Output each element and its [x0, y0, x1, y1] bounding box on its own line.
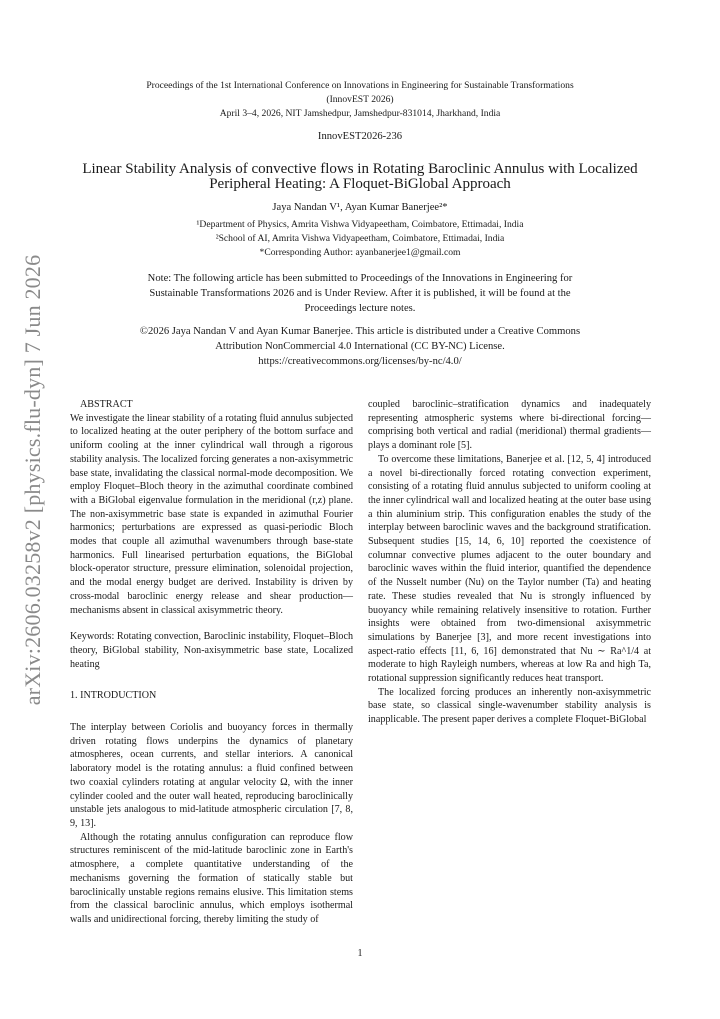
license-url[interactable]: https://creativecommons.org/licenses/by-nc/4.0/ — [258, 356, 462, 367]
intro-paragraph-3: To overcome these limitations, Banerjee et al. [12, 5, 4] introduced a novel bi-directionally forced rotating convection experiment, consisting of a rotating fluid annulus subjected to uniform cooling at the inner cylindrical wall and localized heating at the outer base using a thin aluminium strip. This configuration enables the study of the interplay between baroclinic waves and the background stratification. Subsequent studies [15, 14, 6, 10] reported the coexistence of columnar convective plumes adjacent to the outer boundary and baroclinic waves within the fluid interior, quantified the dependence of the Nusselt number (Nu) on the Taylor number (Ta) and heating rate. These studies revealed that Nu is strongly influenced by buoyancy while remaining relatively insensitive to rotation. Further insights were obtained from two-dimensional axisymmetric simulations by Banerjee [3], and more recent investigations into aspect-ratio effects [11, 6, 16] demonstrated that Nu ∼ Ra^1/4 at moderate to high Rayleigh numbers, whereas at low Ra and high Ta, rotational suppression significantly reduces heat transport. — [368, 453, 651, 685]
intro-paragraph-4: The localized forcing produces an inherently non-axisymmetric base state, so classical single-wavenumber stability analysis is inapplicable. The present paper derives a complete Floquet-BiGlobal — [368, 686, 651, 726]
authors: Jaya Nandan V¹, Ayan Kumar Banerjee²* — [272, 202, 448, 213]
intro-paragraph-2-continued: coupled baroclinic–stratification dynamics and inadequately representing atmospheric systems where bi-directional forcing—comprising both vertical and radial (meridional) thermal gradients—plays a dominant role [5]. — [368, 399, 651, 452]
paper-id: InnovEST2026-236 — [317, 131, 403, 142]
note-line-1: Note: The following article has been submitted to Proceedings of the Innovations in Engineering for — [147, 273, 573, 284]
abstract-text: We investigate the linear stability of a rotating fluid annulus subjected to localized heating at the outer periphery of the bottom surface and uniform cooling at the inner cylindrical wall through a rigorous stability analysis. The localized forcing generates a non-axisymmetric base state, invalidating the classical normal-mode decomposition. We employ Floquet–Bloch theory in the azimuthal coordinate combined with a BiGlobal eigenvalue formulation in the meridional (r,z) plane. The non-axisymmetric base state is expanded in azimuthal Fourier harmonics; perturbations are expressed as quasi-periodic Bloch modes that couple all azimuthal wavenumbers through base-state harmonics. Full linearised perturbation equations, the BiGlobal block-operator structure, pressure elimination, solenoidal projection, and the modal energy budget are derived. Instability is driven by cross-modal baroclinic energy release and shear production—mechanisms absent in classical axisymmetric theory. — [70, 412, 353, 616]
intro-paragraph-2: Although the rotating annulus configuration can reproduce flow structures reminiscent of the mid-latitude baroclinic zone in Earth's atmosphere, a complete quantitative understanding of the mechanisms governing the formation of statically stable but baroclinically unstable regions remains elusive. This limitation stems from the classical baroclinic annulus, which employs isothermal walls and unidirectional forcing, thereby limiting the study of — [70, 831, 353, 925]
keywords: Keywords: Rotating convection, Baroclinic instability, Floquet–Bloch theory, BiGlobal stability, Non-axisymmetric base state, Localized heating — [70, 631, 353, 670]
note-line-2: Sustainable Transformations 2026 and is Under Review. After it is published, it will be found at the — [149, 288, 571, 299]
conference-line-2: (InnovEST 2026) — [326, 94, 394, 105]
conference-line-3: April 3–4, 2026, NIT Jamshedpur, Jamshedpur-831014, Jharkhand, India — [219, 108, 501, 119]
license-line-2: Attribution NonCommercial 4.0 International (CC BY-NC) License. — [215, 341, 505, 352]
paper-title-line-1: Linear Stability Analysis of convective flows in Rotating Baroclinic Annulus with Localized — [82, 161, 638, 177]
intro-paragraph-1: The interplay between Coriolis and buoyancy forces in thermally driven rotating flows underpins the dynamics of planetary atmospheres, ocean currents, and stellar interiors. A canonical laboratory model is the rotating annulus: a fluid confined between two coaxial cylinders rotating at angular velocity Ω, with the inner cylinder cooled and the outer wall heated, reproducing baroclinically unstable jets analogous to mid-latitude atmospheric circulation [7, 8, 9, 13]. — [70, 722, 353, 829]
affiliation-2: ²School of AI, Amrita Vishwa Vidyapeetham, Coimbatore, Ettimadai, India — [215, 233, 505, 244]
left-column — [70, 398, 353, 927]
right-column — [368, 398, 651, 727]
abstract-heading: ABSTRACT — [80, 399, 133, 410]
paper-title-line-2: Peripheral Heating: A Floquet-BiGlobal Approach — [209, 176, 511, 192]
intro-heading: 1. INTRODUCTION — [70, 690, 157, 702]
license-line-1: ©2026 Jaya Nandan V and Ayan Kumar Banerjee. This article is distributed under a Creative Commons — [139, 326, 581, 337]
arxiv-identifier: arXiv:2606.03258v2 [physics.flu-dyn] 7 Jun 2026 — [20, 254, 45, 706]
conference-line-1: Proceedings of the 1st International Conference on Innovations in Engineering for Sustainable Transformations — [146, 80, 574, 91]
note-line-3: Proceedings lecture notes. — [304, 303, 416, 314]
page-number: 1 — [357, 948, 363, 959]
corresponding-author: *Corresponding Author: ayanbanerjee1@gmail.com — [259, 247, 461, 258]
affiliation-1: ¹Department of Physics, Amrita Vishwa Vidyapeetham, Coimbatore, Ettimadai, India — [196, 219, 524, 230]
